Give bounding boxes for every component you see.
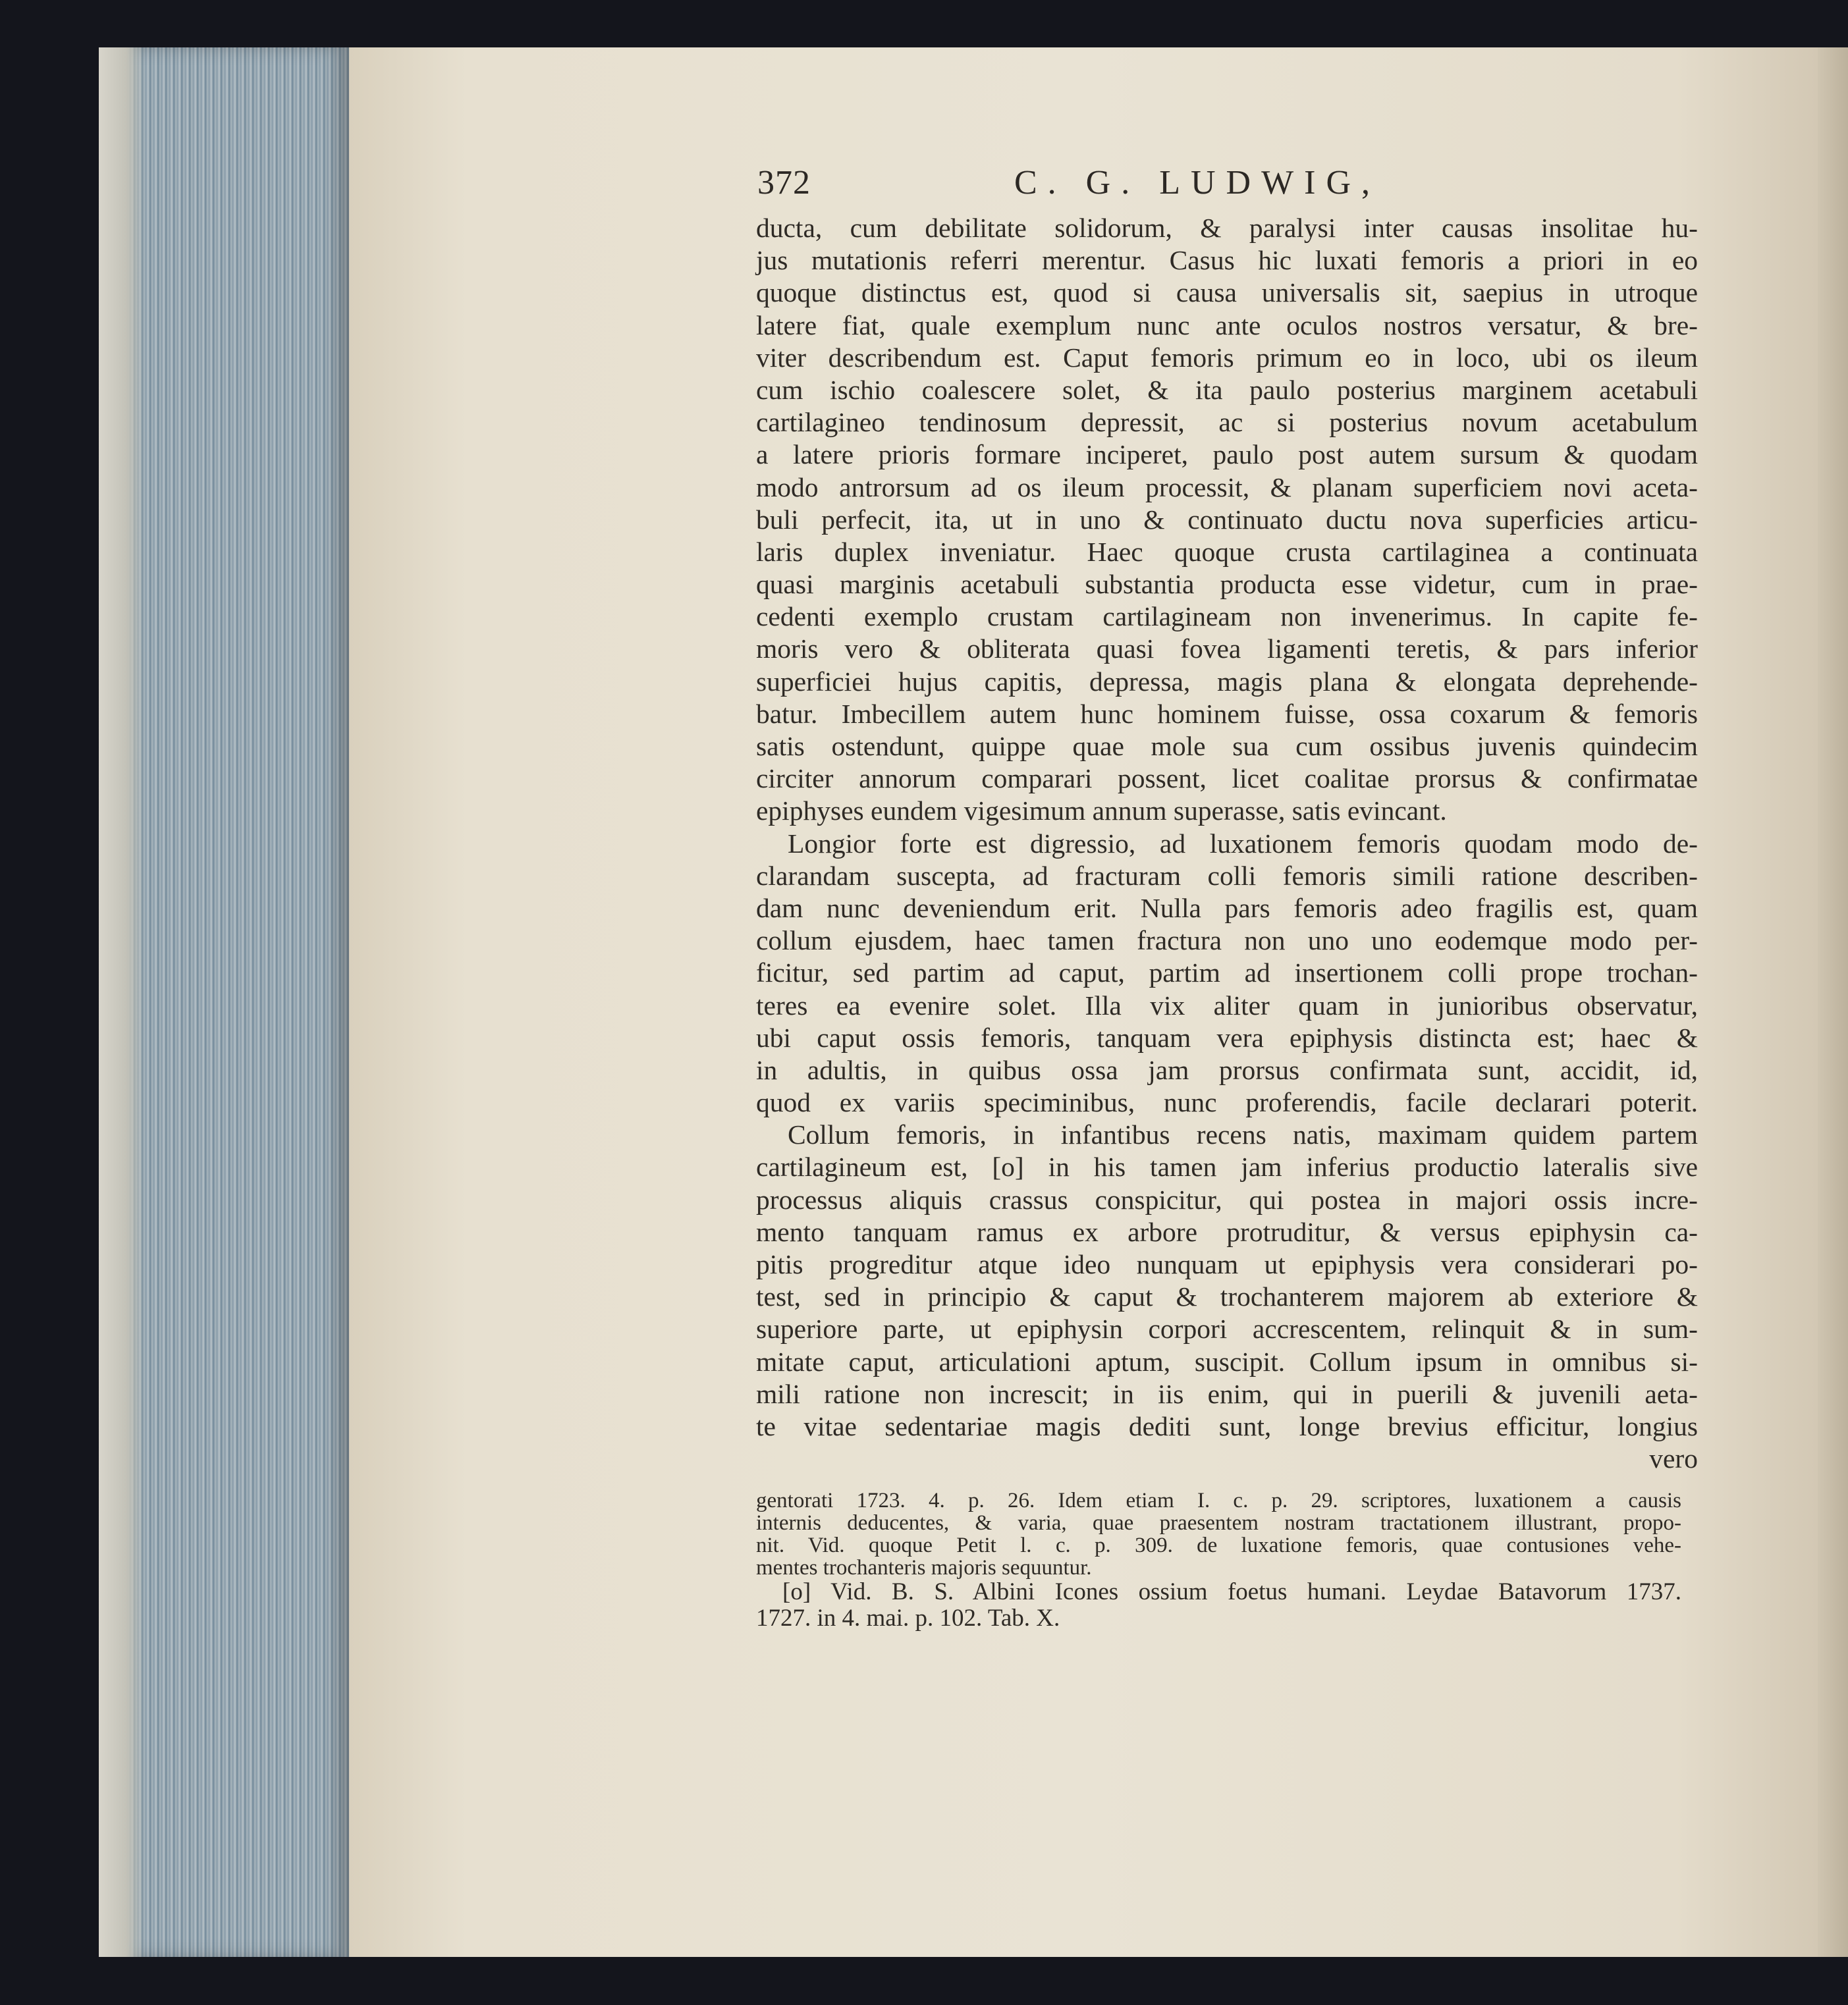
text-line: epiphyses eundem vigesimum annum superasse, satis evincant. [756,795,1447,826]
cover-edge [99,47,145,1957]
text-line: cedenti exemplo crustam cartilagineam non invenerimus. In capite fe- [756,601,1698,632]
text-line: batur. Imbecillem autem hunc hominem fuisse, ossa coxarum & femoris [756,698,1698,729]
text-line: mento tanquam ramus ex arbore protruditur, & versus epiphysin ca- [756,1216,1698,1247]
text-line: clarandam suscepta, ad fracturam colli femoris simili ratione describen- [756,860,1698,891]
text-line: mili ratione non increscit; in iis enim, qui in puerili & juvenili aeta- [756,1378,1698,1409]
text-line: te vitae sedentariae magis dediti sunt, longe brevius efficitur, longius [756,1410,1698,1441]
main-text [756,212,1698,1475]
text-line: cartilagineum est, [o] in his tamen jam inferius productio lateralis sive [756,1152,1698,1183]
text-line: viter describendum est. Caput femoris primum eo in loco, ubi os ileum [756,342,1698,373]
text-line: a latere prioris formare inciperet, paulo post autem sursum & quodam [756,439,1698,470]
text-line: moris vero & obliterata quasi fovea ligamenti teretis, & pars inferior [756,633,1698,664]
text-line: ducta, cum debilitate solidorum, & paralysi inter causas insolitae hu- [756,213,1698,243]
text-line: Collum femoris, in infantibus recens natis, maximam quidem partem [788,1119,1698,1150]
text-line: teres ea evenire solet. Illa vix aliter quam in junioribus observatur, [756,990,1698,1021]
text-line: processus aliquis crassus conspicitur, qui postea in majori ossis incre- [756,1184,1698,1215]
text-line: Longior forte est digressio, ad luxationem femoris quodam modo de- [788,828,1698,859]
text-line: superiore parte, ut epiphysin corpori accrescentem, relinquit & in sum- [756,1314,1698,1345]
text-line: pitis progreditur atque ideo nunquam ut epiphysis vera considerari po- [756,1249,1698,1279]
text-line: laris duplex inveniatur. Haec quoque crusta cartilaginea a continuata [756,536,1698,567]
running-title: C. G. LUDWIG, [1014,164,1381,201]
footnote-line: internis deducentes, & varia, quae praesentem nostram tractationem illustrant, propo- [756,1511,1681,1535]
text-line: in adultis, in quibus ossa jam prorsus confirmata sunt, accidit, id, [756,1054,1698,1085]
text-line: ubi caput ossis femoris, tanquam vera epiphysis distincta est; haec & [756,1022,1698,1053]
text-line: dam nunc deveniendum erit. Nulla pars femoris adeo fragilis est, quam [756,892,1698,923]
text-line: cartilagineo tendinosum depressit, ac si posterius novum acetabulum [756,407,1698,438]
text-line: latere fiat, quale exemplum nunc ante oculos nostros versatur, & bre- [756,309,1698,340]
text-line: ficitur, sed partim ad caput, partim ad insertionem colli prope trochan- [756,957,1698,988]
page-number: 372 [757,164,811,201]
text-line: vero [1649,1443,1698,1474]
text-line: circiter annorum comparari possent, licet coalitae prorsus & confirmatae [756,763,1698,794]
text-line: satis ostendunt, quippe quae mole sua cum ossibus juvenis quindecim [756,731,1698,761]
footnote-line: gentorati 1723. 4. p. 26. Idem etiam I. c. p. 29. scriptores, luxationem a causis [756,1489,1681,1512]
footnote-line: [o] Vid. B. S. Albini Icones ossium foetus humani. Leydae Batavorum 1737. [782,1578,1681,1605]
text-line: quoque distinctus est, quod si causa universalis sit, saepius in utroque [756,277,1698,308]
text-line: modo antrorsum ad os ileum processit, & planam superficiem novi aceta- [756,471,1698,502]
text-line: jus mutationis referri merentur. Casus hic luxati femoris a priori in eo [756,245,1698,276]
footnotes [756,1489,1681,1632]
text-line: quasi marginis acetabuli substantia producta esse videtur, cum in prae- [756,569,1698,600]
text-line: mitate caput, articulationi aptum, suscipit. Collum ipsum in omnibus si- [756,1346,1698,1377]
text-line: test, sed in principio & caput & trochanterem majorem ab exteriore & [756,1281,1698,1312]
gutter-edge [1818,47,1848,1957]
text-line: buli perfecit, ita, ut in uno & continuato ductu nova superficies articu- [756,504,1698,535]
text-line: superficiei hujus capitis, depressa, magis plana & elongata deprehende- [756,666,1698,697]
text-line: collum ejusdem, haec tamen fractura non uno uno eodemque modo per- [756,925,1698,956]
text-line: cum ischio coalescere solet, & ita paulo posterius marginem acetabuli [756,374,1698,405]
footnote-line: mentes trochanteris majoris sequuntur. [756,1556,1092,1580]
text-line: quod ex variis speciminibus, nunc proferendis, facile declarari poterit. [756,1087,1698,1118]
footnote-line: 1727. in 4. mai. p. 102. Tab. X. [756,1605,1060,1632]
footnote-line: nit. Vid. quoque Petit l. c. p. 309. de luxatione femoris, quae contusiones vehe- [756,1534,1681,1557]
page-header [757,163,1390,216]
